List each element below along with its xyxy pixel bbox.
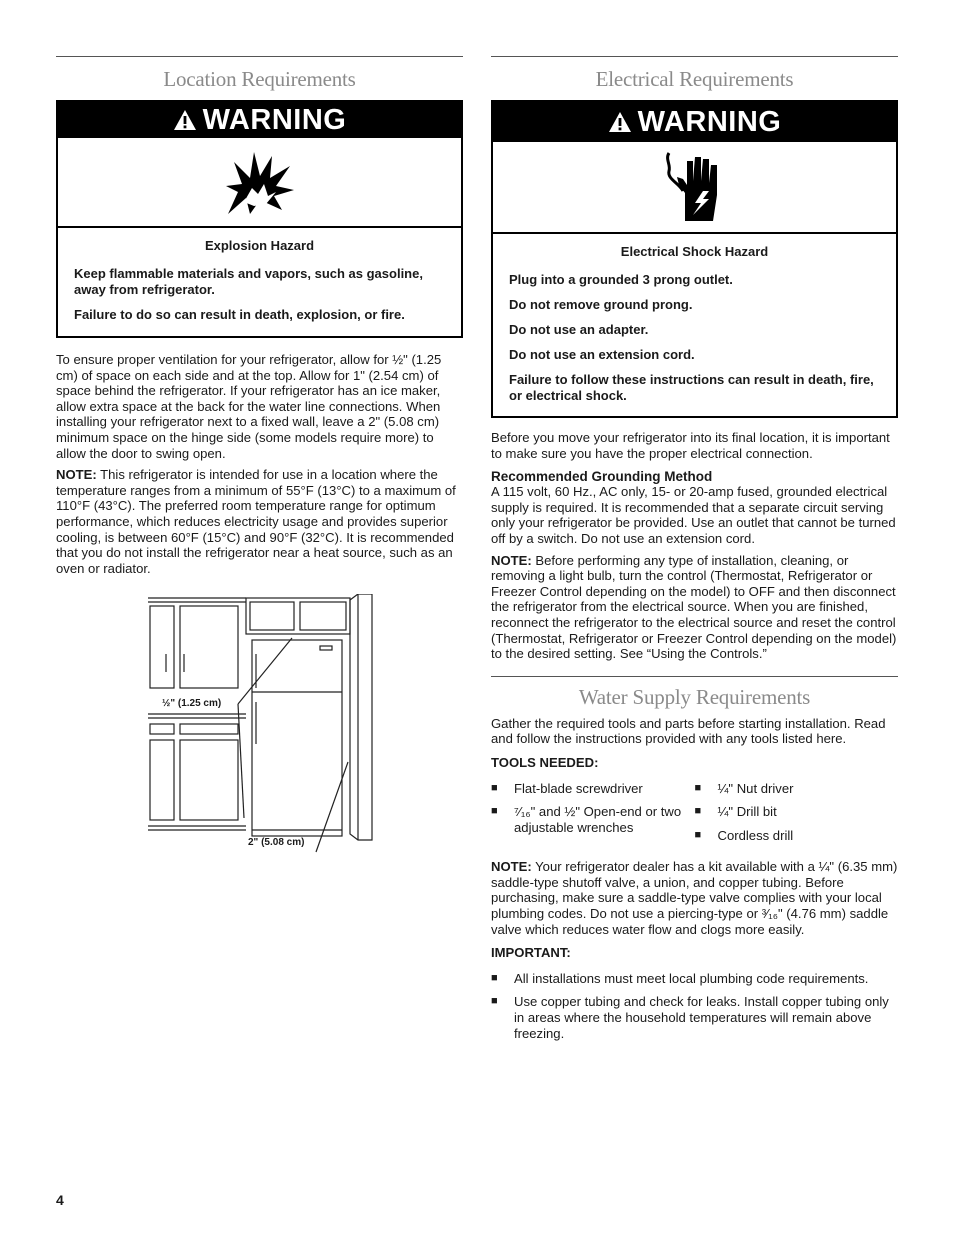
half-inch-label: ½" (1.25 cm) (162, 698, 222, 710)
explosion-icon (224, 148, 296, 216)
section-rule (491, 56, 898, 57)
section-rule (56, 56, 463, 57)
warning-label: WARNING (637, 105, 782, 138)
grounding-heading: Recommended Grounding Method (491, 469, 713, 485)
bullet-icon: ■ (491, 781, 498, 794)
temperature-note (56, 467, 463, 576)
warning-label: WARNING (202, 103, 347, 136)
bullet-icon: ■ (491, 971, 498, 984)
tools-column-left (491, 781, 695, 852)
note-text: This refrigerator is intended for use in a location where the temperature ranges from a minimum of 55°F (13°C) to a maximum of 110°F (43°C). The preferred room temperature range for optimum performance, which reduces electricity usage and provides superior cooling, is between 60°F (15°C) and 90°F (32°C). It is recommended that you do not install the refrigerator near a heat source, such as an oven or radiator. (56, 467, 456, 576)
tools-column-right (695, 781, 899, 852)
note-text: Your refrigerator dealer has a kit available with a ¼" (6.35 mm) saddle-type shutoff valve, a union, and copper tubing. Before purchasing, make sure a saddle-type valve complies with your local plumbing codes. Do not use a piercing-type or ³⁄₁₆" (4.76 mm) saddle valve which reduces water flow and clogs more easily. (491, 859, 898, 937)
grounding-paragraph: A 115 volt, 60 Hz., AC only, 15- or 20-amp fused, grounded electrical supply is required. It is recommended that a separate circuit serving only your refrigerator be provided. Use an outlet that cannot be turned off by a switch. Do not use an extension cord. (491, 484, 896, 546)
list-item: ■ ¼" Nut driver (694, 780, 794, 796)
important-heading: IMPORTANT: (491, 945, 571, 961)
list-item: ■ ¼" Drill bit (694, 804, 777, 820)
electrical-shock-hand-icon (663, 149, 727, 225)
saddle-valve-note (491, 859, 898, 937)
shock-icon-area (493, 142, 896, 234)
warning-header (493, 102, 896, 142)
controls-note (491, 553, 898, 662)
hazard-title: Explosion Hazard (204, 238, 315, 253)
ventilation-paragraph: To ensure proper ventilation for your refrigerator, allow for ½" (1.25 cm) of space on each side and at the top. Allow for 1" (2.54 cm) of space behind the refrigerator. If your refrigerator has an ice maker, allow extra space at the back for the water line connections. When installing your refrigerator next to a fixed wall, leave a 2" (5.08 cm) minimum space on the hinge side (some models require more) to allow the door to swing open. (56, 352, 442, 461)
bullet-icon: ■ (694, 805, 702, 818)
section-rule (491, 676, 898, 677)
warning-line: Do not remove ground prong. (509, 297, 693, 312)
warning-body (493, 234, 896, 416)
list-item: ■ All installations must meet local plumbing code requirements. (491, 970, 869, 986)
two-inch-label: 2" (5.08 cm) (248, 837, 305, 849)
list-item: ■ Flat-blade screwdriver (491, 780, 643, 796)
bullet-icon: ■ (694, 781, 702, 794)
warning-line: Plug into a grounded 3 prong outlet. (509, 272, 733, 287)
warning-body (58, 228, 461, 336)
location-section (56, 56, 463, 864)
bullet-icon: ■ (491, 995, 498, 1008)
warning-triangle-icon (608, 111, 632, 133)
electrical-section (491, 56, 898, 1049)
electrical-heading: Electrical Requirements (595, 67, 794, 91)
shock-warning-box (491, 100, 898, 418)
note-label: NOTE: (491, 859, 532, 875)
list-item: ■ Use copper tubing and check for leaks. Install copper tubing only in areas where the household temperatures will remain above freezing. (491, 994, 889, 1041)
note-label: NOTE: (56, 467, 97, 483)
warning-triangle-icon (173, 109, 197, 131)
hazard-title: Electrical Shock Hazard (620, 244, 769, 259)
water-supply-heading: Water Supply Requirements (578, 684, 811, 709)
warning-line: Do not use an extension cord. (509, 347, 695, 362)
note-text: Before performing any type of installation, cleaning, or removing a light bulb, turn the control (Thermostat, Refrigerator or Freezer Control depending on the model) to OFF and then disconnect the refrigerator from the electrical source. When you are finished, reconnect the refrigerator to the electrical source and reset the control (Thermostat, Refrigerator or Freezer Control depending on the model) to the desired setting. See “Using the Controls.” (491, 552, 897, 662)
warning-line: Failure to follow these instructions can result in death, fire, or electrical shock. (509, 372, 874, 403)
water-intro: Gather the required tools and parts before starting installation. Read and follow the instructions provided with any tools listed here. (491, 715, 886, 747)
note-label: NOTE: (491, 552, 532, 568)
clearance-figure (56, 594, 463, 864)
list-item: ■ Cordless drill (694, 827, 794, 843)
warning-line: Do not use an adapter. (509, 322, 649, 337)
explosion-icon-area (58, 138, 461, 228)
tools-list (491, 781, 898, 852)
move-paragraph: Before you move your refrigerator into its final location, it is important to make sure you have the proper electrical connection. (491, 430, 890, 461)
page-number: 4 (56, 1192, 64, 1208)
bullet-icon: ■ (491, 805, 498, 818)
refrigerator-clearance-illustration (56, 594, 463, 864)
warning-line: Keep flammable materials and vapors, such as gasoline, away from refrigerator. (74, 266, 423, 297)
explosion-warning-box (56, 100, 463, 338)
bullet-icon: ■ (694, 828, 702, 841)
warning-header (58, 102, 461, 138)
list-item: ■ ⁷⁄₁₆" and ½" Open-end or two adjustable wrenches (491, 804, 682, 835)
tools-heading: TOOLS NEEDED: (491, 754, 599, 770)
location-heading: Location Requirements (163, 67, 356, 91)
warning-line: Failure to do so can result in death, explosion, or fire. (74, 307, 405, 322)
